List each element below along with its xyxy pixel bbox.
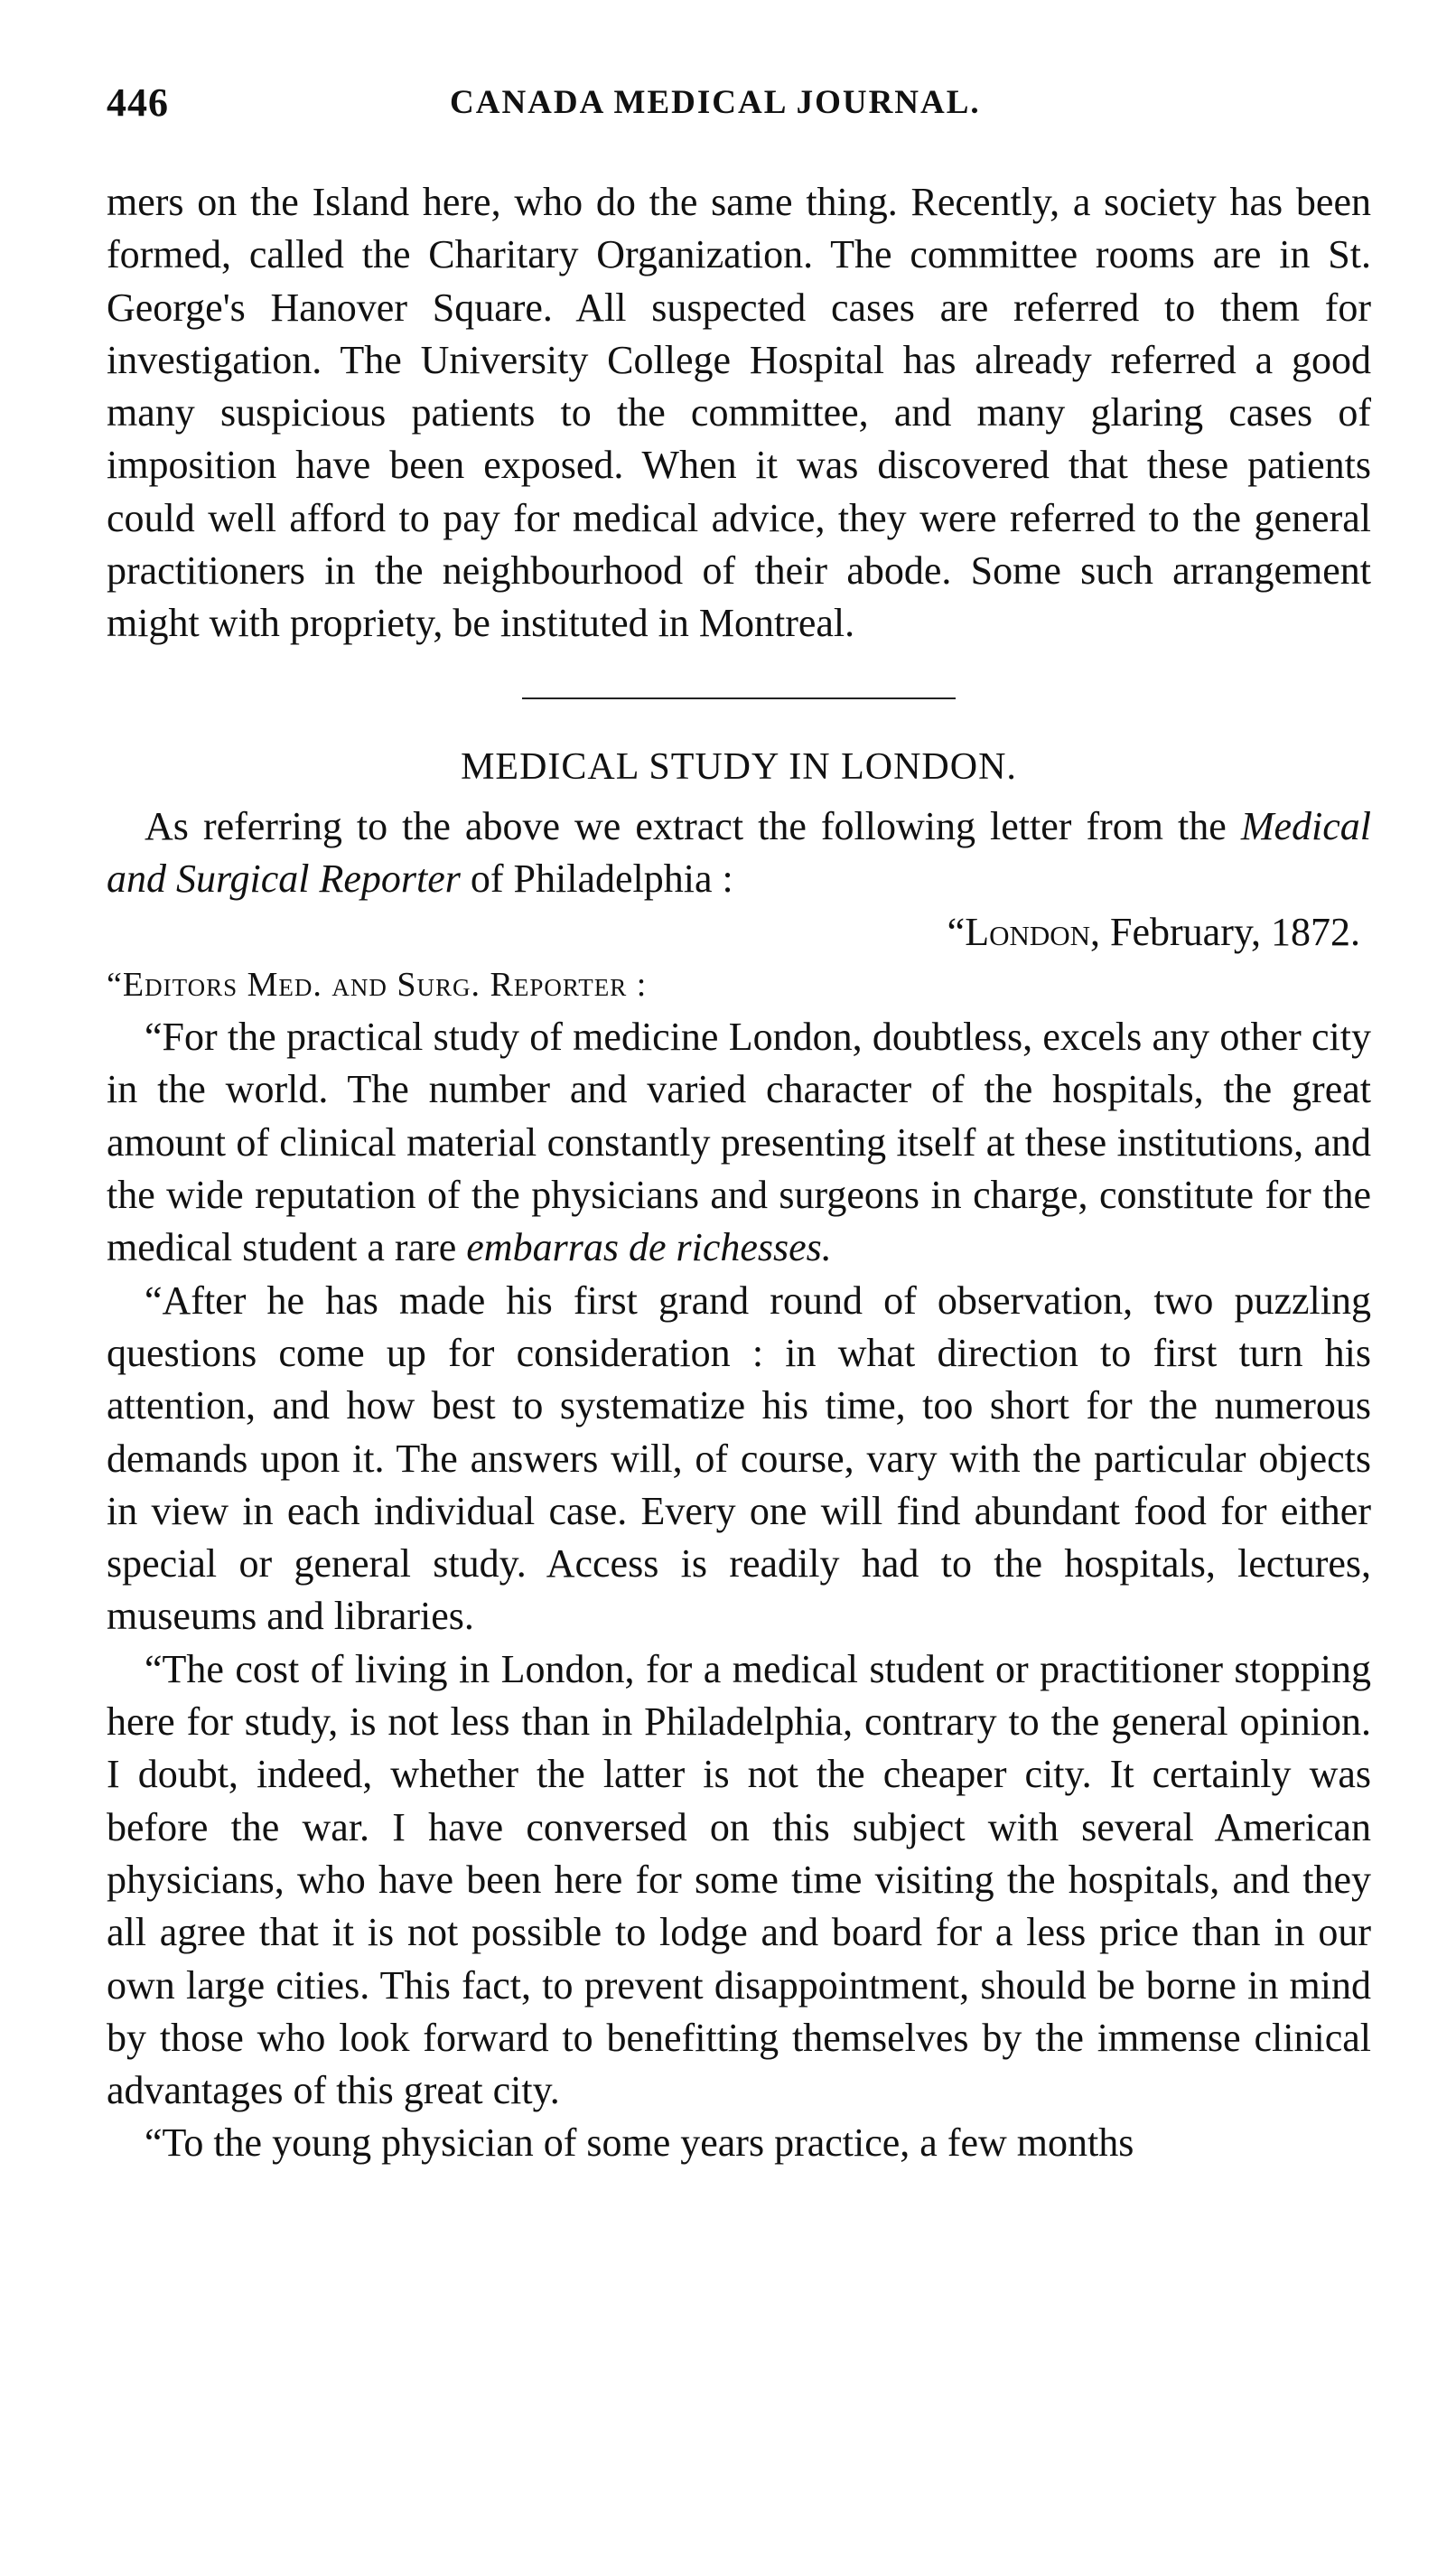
dateline-city: “London, [947, 909, 1101, 954]
letter-paragraph-3: “The cost of living in London, for a medical student or practitioner stopping here for study, is not less than in Philadelphia, contrary to the general opinion. I doubt, indeed, whether the latter is not the cheaper city. It certainly was before the war. I have conversed on this subject with several American physicians, who have been here for some time visiting the hospitals, and they all agree that it is not possible to lodge and board for a less price than in our own large cities. This fact, to prevent disappointment, should be borne in mind by those who look forward to benefitting themselves by the immense clinical advantages of this great city. [107, 1646, 1371, 2113]
intro-text-after: of Philadelphia : [460, 856, 733, 902]
article-title: MEDICAL STUDY IN LONDON. [461, 745, 1017, 788]
article-intro [107, 800, 1371, 906]
page-header [107, 80, 1371, 134]
dateline-date: February, 1872. [1100, 909, 1360, 954]
letter-salutation: “Editors Med. and Surg. Reporter : [107, 965, 648, 1004]
paragraph-1-italic: embarras de richesses. [466, 1225, 832, 1270]
letter-paragraph-2: “After he has made his first grand round of observation, two puzzling questions come up for consideration : in what direction to first turn his attention, and how best to systematize his time, too short for the numerous demands upon it. The answers will, of course, vary with the particular objects in view in each individual case. Every one will find abundant food for either special or general study. Access is readily had to the hospitals, lectures, museums and libraries. [107, 1278, 1371, 1639]
running-head: CANADA MEDICAL JOURNAL. [450, 84, 981, 121]
letter-dateline [107, 906, 1371, 959]
section-divider [522, 697, 956, 699]
intro-text-before: As referring to the above we extract the following letter from the [145, 803, 1241, 848]
continuation-paragraph: mers on the Island here, who do the same thing. Recently, a society has been formed, called the Charitary Organization. The committee rooms are in St. George's Hanover Square. All suspected cases are referred to them for investigation. The University College Hospital has already referred a good many suspicious patients to the committee, and many glaring cases of imposition have been exposed. When it was discovered that these patients could well afford to pay for medical advice, they were referred to the general practitioners in the neighbourhood of their abode. Some such arrangement might with propriety, be instituted in Montreal. [107, 180, 1371, 646]
letter-paragraph-4: “To the young physician of some years practice, a few months [145, 2120, 1134, 2166]
paragraph-1-text: “For the practical study of medicine London, doubtless, excels any other city in the world. The number and varied character of the hospitals, the great amount of clinical material constantly presenting itself at these institutions, and the wide reputation of the physicians and surgeons in charge, constitute for the medical student a rare [107, 1015, 1371, 1270]
page-number: 446 [107, 80, 169, 125]
journal-page [107, 0, 1371, 2574]
journal-name: Medical and Surgical Reporter [107, 803, 1371, 902]
page-body [107, 176, 1371, 2170]
letter-paragraph [107, 1011, 1371, 1274]
